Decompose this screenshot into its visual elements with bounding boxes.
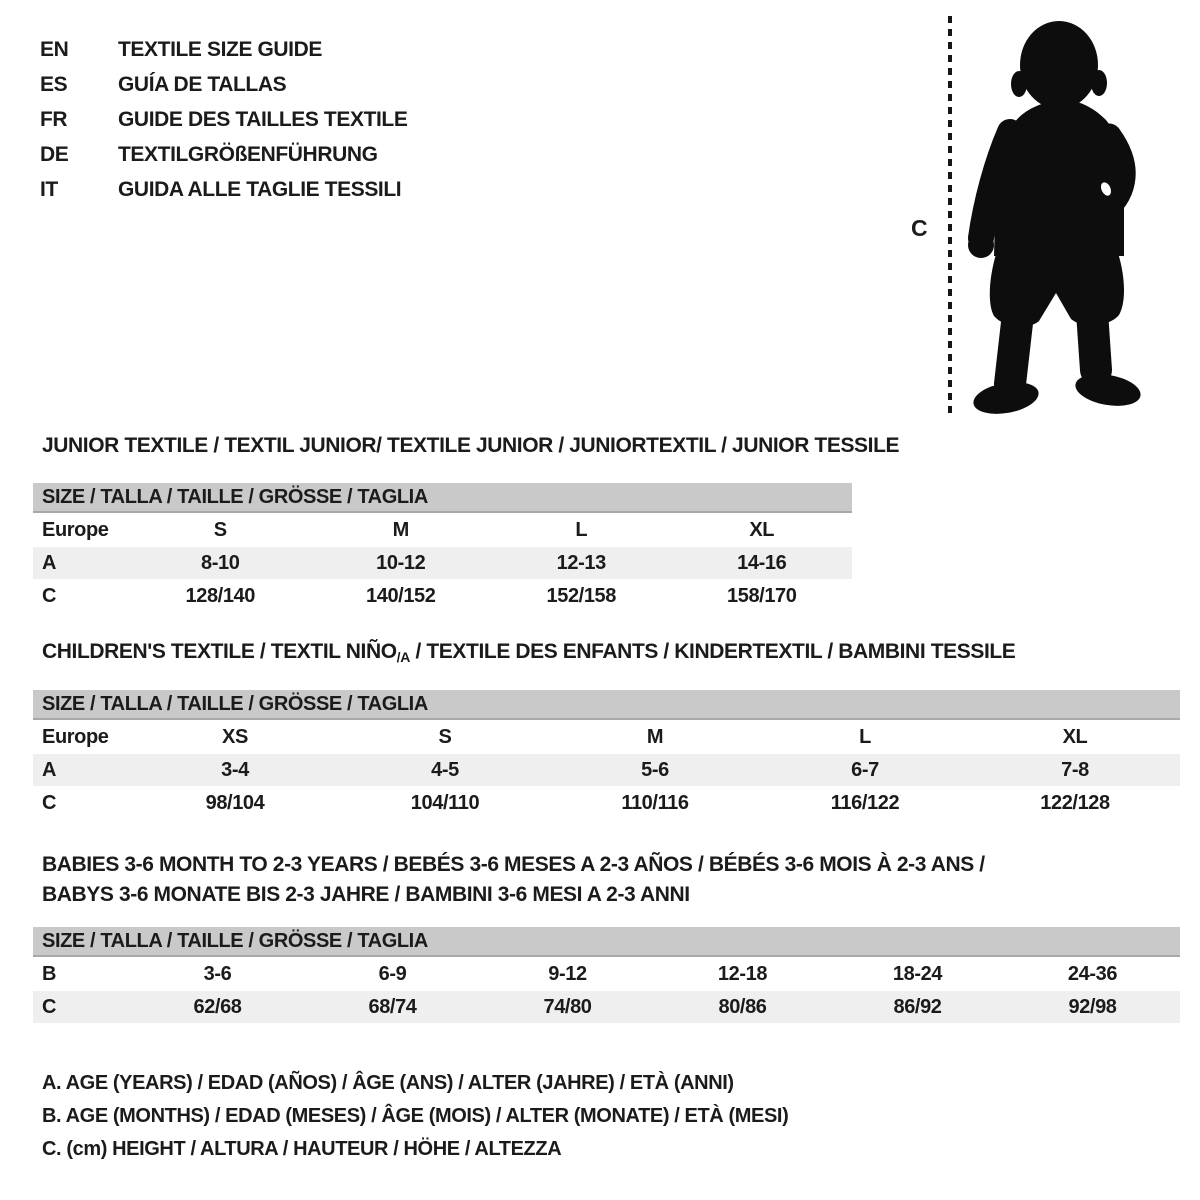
row-label: Europe [42,518,109,541]
size-cell: 5-6 [641,758,669,781]
language-row [40,102,407,137]
row-label: C [42,995,57,1018]
legend-line-c: C. (cm) HEIGHT / ALTURA / HAUTEUR / HÖHE / ALTEZZA [42,1138,562,1160]
size-cell: 104/110 [410,791,480,814]
measurement-legend [42,1067,788,1166]
babies-size-table [33,927,1180,1023]
language-label: GUIDE DES TAILLES TEXTILE [118,108,408,131]
row-label: C [42,791,57,814]
size-cell: XS [222,725,248,748]
junior-section-title: JUNIOR TEXTILE / TEXTIL JUNIOR/ TEXTILE JUNIOR / JUNIORTEXTIL / JUNIOR TESSILE [42,434,900,457]
children-section-title [42,640,1015,665]
toddler-silhouette-icon [968,14,1144,422]
height-measure-dashed-line [948,16,952,416]
size-cell: M [646,725,664,748]
row-label: Europe [42,725,109,748]
language-row [40,67,407,102]
language-code: DE [40,143,69,166]
row-label: A [42,758,57,781]
size-cell: 8-10 [201,551,240,574]
language-code: EN [40,38,69,61]
size-cell: 24-36 [1067,962,1118,985]
size-cell: 10-12 [376,551,426,574]
size-cell: 68/74 [368,995,417,1018]
size-cell: 140/152 [366,584,436,607]
size-cell: S [213,518,227,541]
size-cell: L [575,518,588,541]
row-label: C [42,584,57,607]
size-cell: M [392,518,409,541]
language-code: FR [40,108,68,131]
table-row [33,786,1180,820]
size-cell: L [859,725,871,748]
table-row [33,754,1180,786]
children-size-header-band: SIZE / TALLA / TAILLE / GRÖSSE / TAGLIA [33,690,1180,720]
junior-size-header-band: SIZE / TALLA / TAILLE / GRÖSSE / TAGLIA [33,483,852,513]
children-title-rest: / TEXTILE DES ENFANTS / KINDERTEXTIL / BAMBINI TESSILE [410,640,1016,663]
table-row [33,957,1180,991]
size-cell: 3-4 [221,758,249,781]
size-cell: 14-16 [737,551,787,574]
table-row [33,720,1180,754]
size-cell: 86/92 [893,995,942,1018]
size-cell: 152/158 [546,584,616,607]
children-title-sub: /A [396,649,411,665]
size-cell: 6-9 [378,962,407,985]
table-row [33,547,852,579]
table-row [33,991,1180,1023]
size-cell: 12-18 [717,962,768,985]
size-cell: XL [1062,725,1088,748]
babies-section-title [42,850,985,910]
language-code: ES [40,73,68,96]
children-size-table [33,690,1180,820]
size-cell: 62/68 [193,995,242,1018]
size-cell: 110/116 [621,791,689,814]
legend-line-a: A. AGE (YEARS) / EDAD (AÑOS) / ÂGE (ANS) / ALTER (JAHRE) / ETÀ (ANNI) [42,1072,734,1094]
language-label: TEXTILGRÖßENFÜHRUNG [118,143,378,166]
language-row [40,172,407,207]
language-row [40,137,407,172]
size-cell: 3-6 [203,962,232,985]
size-cell: 4-5 [431,758,459,781]
size-cell: 158/170 [727,584,797,607]
junior-size-table [33,483,852,613]
size-cell: 7-8 [1061,758,1089,781]
babies-size-header-band: SIZE / TALLA / TAILLE / GRÖSSE / TAGLIA [33,927,1180,957]
height-measure-label: C [911,215,928,241]
size-cell: 18-24 [892,962,943,985]
language-label: GUÍA DE TALLAS [118,73,287,96]
size-cell: 9-12 [548,962,587,985]
language-code: IT [40,178,58,201]
children-title-main: CHILDREN'S TEXTILE / TEXTIL NIÑO [42,640,397,663]
size-cell: 80/86 [718,995,767,1018]
legend-line-b: B. AGE (MONTHS) / EDAD (MESES) / ÂGE (MOIS) / ALTER (MONATE) / ETÀ (MESI) [42,1105,789,1127]
row-label: A [42,551,57,574]
size-cell: 92/98 [1068,995,1117,1018]
babies-title-line2: BABYS 3-6 MONATE BIS 2-3 JAHRE / BAMBINI 3-6 MESI A 2-3 ANNI [42,883,690,906]
size-cell: 128/140 [185,584,255,607]
size-cell: 74/80 [543,995,592,1018]
size-cell: XL [749,518,775,541]
language-row [40,32,407,67]
size-cell: 12-13 [556,551,606,574]
size-cell: 122/128 [1040,791,1110,814]
babies-title-line1: BABIES 3-6 MONTH TO 2-3 YEARS / BEBÉS 3-6 MESES A 2-3 AÑOS / BÉBÉS 3-6 MOIS À 2-3 ANS / [42,853,985,876]
language-label: TEXTILE SIZE GUIDE [118,38,322,61]
row-label: B [42,962,57,985]
size-cell: S [438,725,452,748]
size-cell: 116/122 [830,791,900,814]
table-row [33,513,852,547]
size-cell: 6-7 [851,758,879,781]
language-label: GUIDA ALLE TAGLIE TESSILI [118,178,402,201]
table-row [33,579,852,613]
size-cell: 98/104 [205,791,265,814]
language-list [40,32,407,207]
